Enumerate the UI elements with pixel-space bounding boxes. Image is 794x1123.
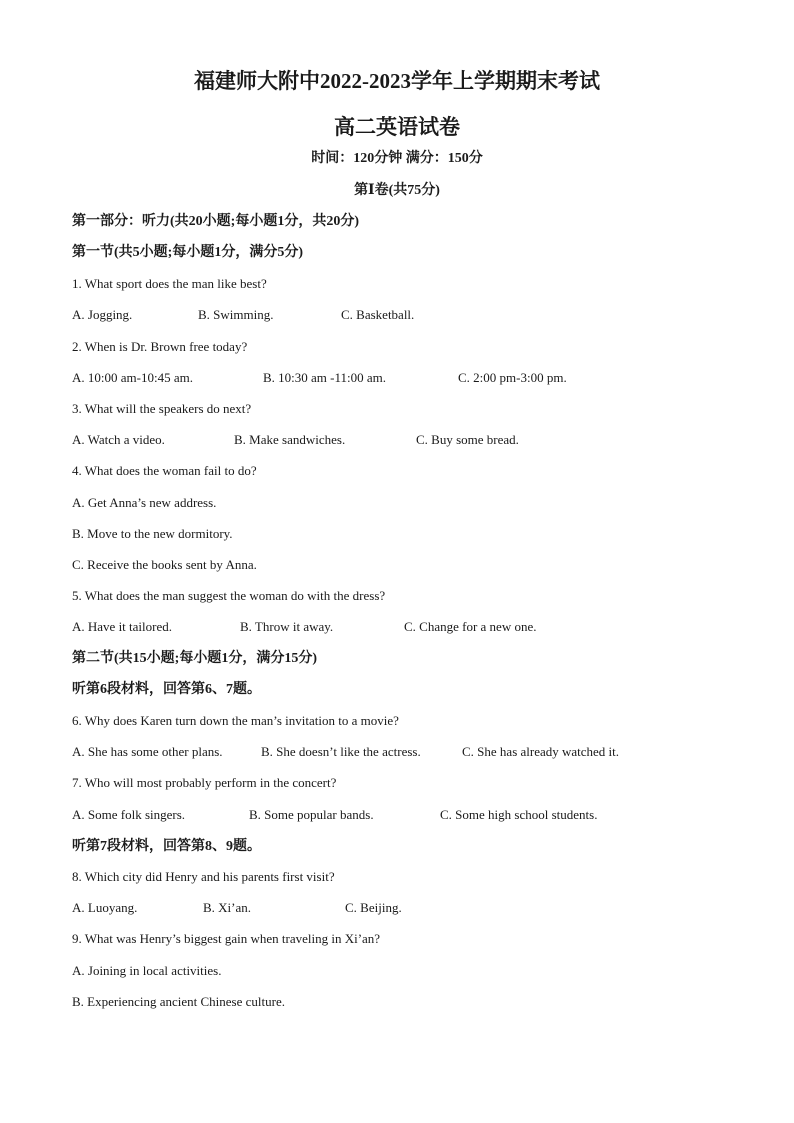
question-stem: 6. Why does Karen turn down the man’s invitation to a movie?: [72, 713, 399, 728]
option-a: A. Watch a video.: [72, 432, 165, 447]
exam-subtitle: 高二英语试卷: [334, 115, 460, 139]
option-b: B. Throw it away.: [240, 619, 334, 634]
option-c: C. Basketball.: [341, 307, 415, 322]
option-c: C. Beijing.: [345, 900, 402, 915]
time-score: 时间：120分钟 满分：150分: [311, 151, 483, 166]
question-stem: 9. What was Henry’s biggest gain when traveling in Xi’an?: [72, 931, 381, 946]
option-c: C. Change for a new one.: [404, 619, 537, 634]
material-6-heading: 听第6段材料，回答第6、7题。: [72, 682, 261, 697]
option-b: B. Xi’an.: [203, 900, 252, 915]
question-stem: 2. When is Dr. Brown free today?: [72, 339, 248, 354]
option-a: A. Luoyang.: [72, 900, 138, 915]
question-stem: 4. What does the woman fail to do?: [72, 463, 257, 478]
option-b: B. Make sandwiches.: [234, 432, 346, 447]
option-c: C. Receive the books sent by Anna.: [72, 557, 257, 572]
option-c: C. Some high school students.: [440, 807, 598, 822]
volume-label: 第Ⅰ卷(共75分): [354, 183, 440, 198]
option-b: B. 10:30 am -11:00 am.: [263, 370, 387, 385]
option-a: A. 10:00 am-10:45 am.: [72, 370, 193, 385]
section2-heading: 第二节(共15小题;每小题1分，满分15分): [72, 651, 317, 666]
option-b: B. Experiencing ancient Chinese culture.: [72, 994, 285, 1009]
option-c: C. 2:00 pm-3:00 pm.: [458, 370, 567, 385]
option-a: A. She has some other plans.: [72, 744, 223, 759]
option-a: A. Some folk singers.: [72, 807, 186, 822]
exam-title: 福建师大附中2022-2023学年上学期期末考试: [194, 69, 600, 93]
part1-heading: 第一部分：听力(共20小题;每小题1分，共20分): [72, 214, 359, 229]
option-a: A. Have it tailored.: [72, 619, 172, 634]
option-b: B. She doesn’t like the actress.: [261, 744, 421, 759]
option-b: B. Move to the new dormitory.: [72, 526, 233, 541]
material-7-heading: 听第7段材料，回答第8、9题。: [72, 839, 261, 854]
option-b: B. Some popular bands.: [249, 807, 374, 822]
option-a: A. Joining in local activities.: [72, 963, 222, 978]
question-stem: 7. Who will most probably perform in the concert?: [72, 775, 337, 790]
question-stem: 8. Which city did Henry and his parents first visit?: [72, 869, 335, 884]
question-stem: 1. What sport does the man like best?: [72, 276, 267, 291]
section1-heading: 第一节(共5小题;每小题1分，满分5分): [72, 245, 303, 260]
option-c: C. Buy some bread.: [416, 432, 519, 447]
option-a: A. Jogging.: [72, 307, 133, 322]
option-a: A. Get Anna’s new address.: [72, 495, 217, 510]
option-c: C. She has already watched it.: [462, 744, 620, 759]
question-stem: 3. What will the speakers do next?: [72, 401, 252, 416]
option-b: B. Swimming.: [198, 307, 274, 322]
question-stem: 5. What does the man suggest the woman do with the dress?: [72, 588, 386, 603]
